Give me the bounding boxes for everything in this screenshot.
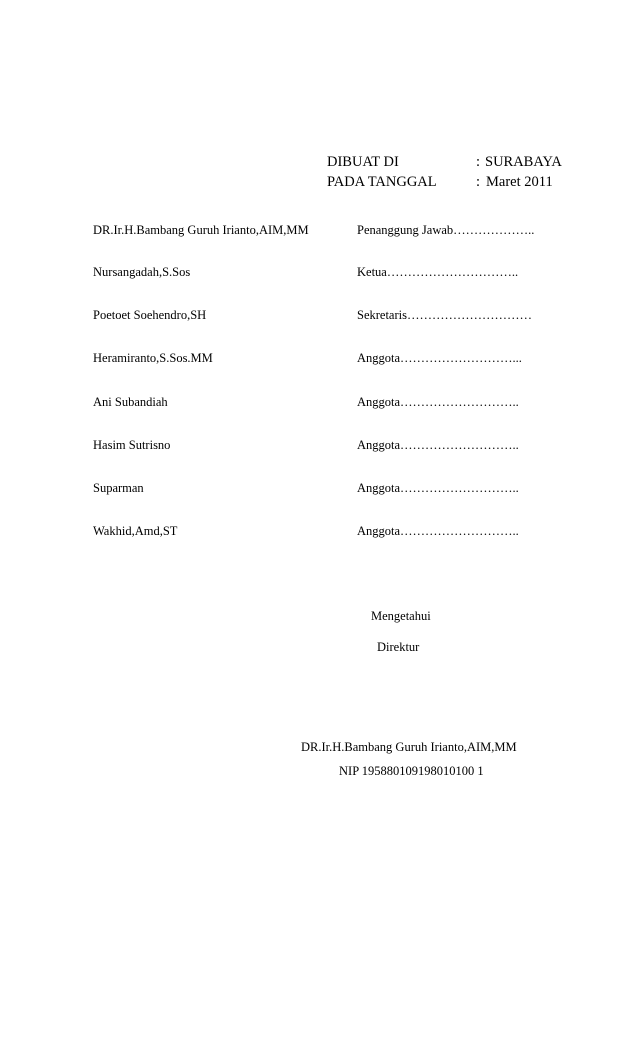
member-name: Wakhid,Amd,ST (93, 524, 178, 538)
member-role: Ketua………………………….. (357, 265, 519, 279)
place-colon: : (476, 154, 481, 170)
date-value: Maret 2011 (486, 174, 553, 190)
committee-row (0, 395, 638, 413)
member-role: Sekretaris………………………… (357, 308, 532, 322)
signer-name: DR.Ir.H.Bambang Guruh Irianto,AIM,MM (301, 740, 517, 754)
member-name: Poetoet Soehendro,SH (93, 308, 207, 322)
member-name: DR.Ir.H.Bambang Guruh Irianto,AIM,MM (93, 223, 309, 237)
member-name: Heramiranto,S.Sos.MM (93, 351, 213, 365)
acknowledged-label: Mengetahui (371, 609, 431, 623)
member-role: Anggota……………………….. (357, 524, 519, 538)
signer-nip: NIP 195880109198010100 1 (339, 764, 484, 778)
position-label: Direktur (377, 640, 420, 654)
member-name: Nursangadah,S.Sos (93, 265, 191, 279)
committee-row (0, 524, 638, 542)
member-role: Anggota………………………... (357, 351, 522, 365)
member-name: Suparman (93, 481, 144, 495)
member-role: Anggota……………………….. (357, 395, 519, 409)
date-label: PADA TANGGAL (327, 174, 437, 190)
member-role: Penanggung Jawab……………….. (357, 223, 535, 237)
committee-row (0, 265, 638, 283)
committee-row (0, 351, 638, 369)
member-role: Anggota……………………….. (357, 481, 519, 495)
date-colon: : (476, 174, 481, 190)
committee-row (0, 223, 638, 241)
member-name: Ani Subandiah (93, 395, 168, 409)
place-label: DIBUAT DI (327, 154, 399, 170)
place-value: SURABAYA (485, 154, 562, 170)
committee-row (0, 438, 638, 456)
member-role: Anggota……………………….. (357, 438, 519, 452)
committee-row (0, 308, 638, 326)
member-name: Hasim Sutrisno (93, 438, 171, 452)
committee-row (0, 481, 638, 499)
